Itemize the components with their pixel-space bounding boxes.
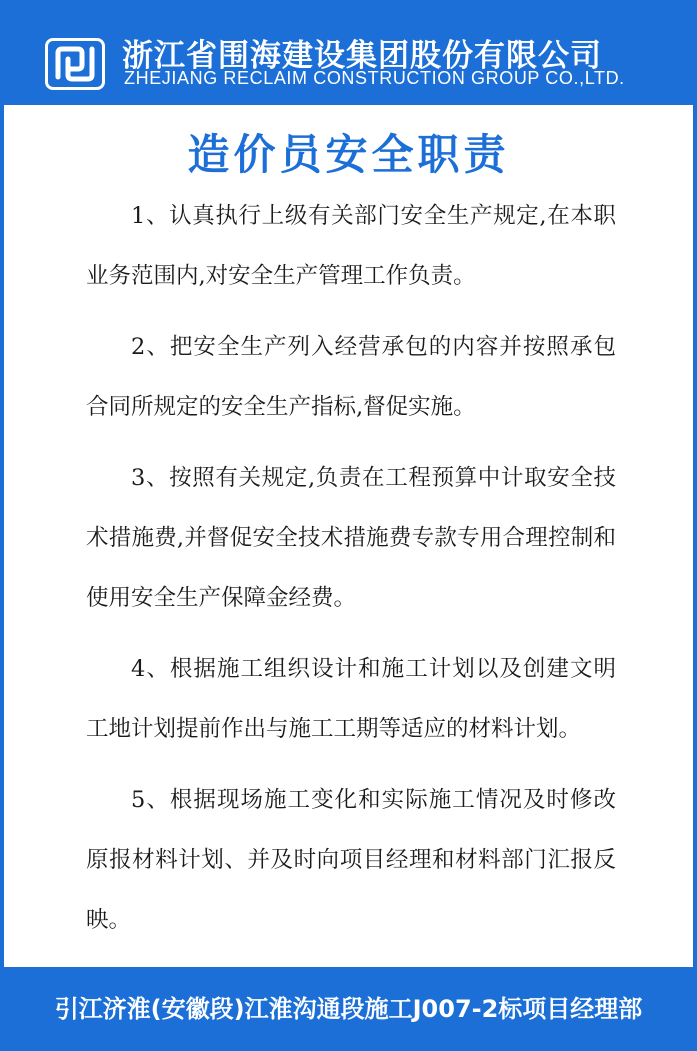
- company-logo-icon: [45, 38, 105, 90]
- company-name-english: ZHEJIANG RECLAIM CONSTRUCTION GROUP CO.,LTD.: [124, 68, 625, 88]
- footer-banner: [0, 967, 697, 1051]
- duty-item-2: 2、把安全生产列入经营承包的内容并按照承包合同所规定的安全生产指标,督促实施。: [86, 334, 616, 420]
- duties-list: [86, 186, 616, 961]
- project-department-label: 引江济淮(安徽段)江淮沟通段施工J007-2标项目经理部: [54, 995, 643, 1023]
- duty-item-4: 4、根据施工组织设计和施工计划以及创建文明工地计划提前作出与施工工期等适应的材料计划。: [86, 656, 616, 742]
- company-name-chinese: 浙江省围海建设集团股份有限公司: [122, 38, 602, 74]
- duty-item-1: 1、认真执行上级有关部门安全生产规定,在本职业务范围内,对安全生产管理工作负责。: [86, 203, 616, 289]
- header-banner: [0, 0, 697, 105]
- duty-item-3: 3、按照有关规定,负责在工程预算中计取安全技术措施费,并督促安全技术措施费专款专用合理控制和使用安全生产保障金经费。: [86, 465, 616, 611]
- page-title: 造价员安全职责: [187, 130, 510, 179]
- duty-item-5: 5、根据现场施工变化和实际施工情况及时修改原报材料计划、并及时向项目经理和材料部门汇报反映。: [86, 787, 616, 933]
